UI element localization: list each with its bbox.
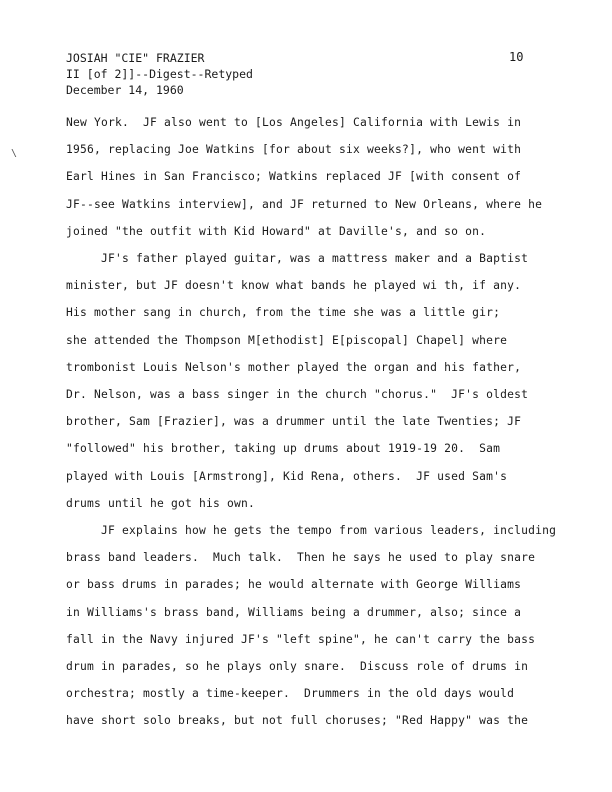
text-line: played with Louis [Armstrong], Kid Rena, others. JF used Sam's [66,469,508,483]
interviewee-name: JOSIAH "CIE" FRAZIER [66,51,205,65]
interview-date: December 14, 1960 [66,83,184,97]
text-line: have short solo breaks, but not full choruses; "Red Happy" was the [66,714,529,728]
document-header [66,50,253,98]
text-line: His mother sang in church, from the time she was a little gir; [66,306,501,320]
text-line: Dr. Nelson, was a bass singer in the church "chorus." JF's oldest [66,388,529,401]
text-line: orchestra; mostly a time-keeper. Drummers in the old days would [66,687,515,701]
margin-mark: \ [11,148,18,159]
text-line: fall in the Navy injured JF's "left spine", he can't carry the bass [66,632,536,646]
page-number: 10 [509,50,524,64]
text-line: drum in parades, so he plays only snare. Discuss role of drums in [66,660,529,673]
text-line: joined "the outfit with Kid Howard" at Daville's, and so on. [66,224,487,238]
text-line: JF--see Watkins interview], and JF returned to New Orleans, where he [66,197,543,211]
text-line: brass band leaders. Much talk. Then he says he used to play snare [66,551,536,565]
text-line: or bass drums in parades; he would alternate with George Williams [66,578,522,592]
text-line: 1956, replacing Joe Watkins [for about six weeks?], who went with [66,143,522,157]
reel-info: II [of 2]]--Digest--Retyped [66,67,253,81]
text-line: minister, but JF doesn't know what bands he played wi th, if any. [66,279,522,293]
text-line: Earl Hines in San Francisco; Watkins replaced JF [with consent of [66,170,522,184]
text-line: New York. JF also went to [Los Angeles] California with Lewis in [66,116,522,129]
text-line: "followed" his brother, taking up drums about 1919-19 20. Sam [66,442,501,456]
text-line: she attended the Thompson M[ethodist] E[piscopal] Chapel] where [66,333,508,347]
text-line: drums until he got his own. [66,496,256,510]
text-line: brother, Sam [Frazier], was a drummer until the late Twenties; JF [66,415,522,429]
text-line: in Williams's brass band, Williams being a drummer, also; since a [66,605,522,619]
text-line: JF explains how he gets the tempo from various leaders, including [66,524,557,537]
text-line: JF's father played guitar, was a mattress maker and a Baptist [66,252,529,265]
text-line: trombonist Louis Nelson's mother played the organ and his father, [66,360,522,374]
